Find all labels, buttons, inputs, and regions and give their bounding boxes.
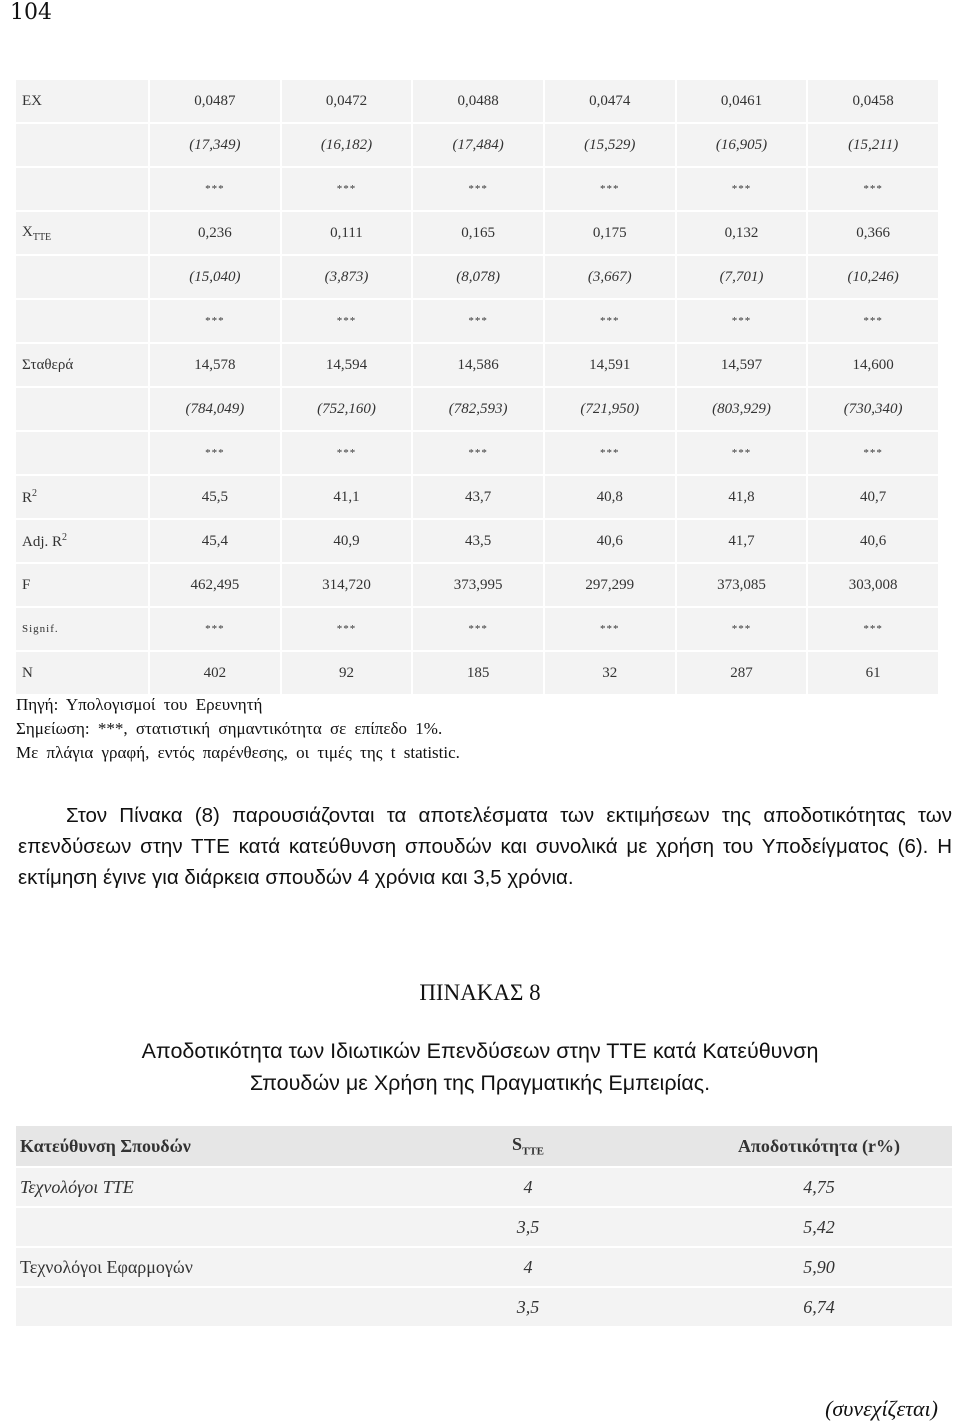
return-cell: 4,75 (686, 1167, 952, 1207)
table-row (16, 123, 939, 167)
value-cell: 297,299 (544, 563, 676, 607)
row-label (16, 123, 149, 167)
row-label (16, 211, 149, 255)
value-cell: 0,236 (149, 211, 281, 255)
return-cell: 5,90 (686, 1247, 952, 1287)
s-cell: 4 (370, 1247, 686, 1287)
table-row (16, 299, 939, 343)
value-cell: 14,594 (281, 343, 413, 387)
value-cell: 373,995 (412, 563, 544, 607)
value-cell: (7,701) (676, 255, 808, 299)
row-label-subscript: TTE (32, 231, 52, 243)
row-label-superscript: 2 (32, 487, 38, 499)
table-row (16, 167, 939, 211)
value-cell: *** (807, 299, 939, 343)
value-cell: 40,7 (807, 475, 939, 519)
returns-table (16, 1126, 952, 1328)
table-row (16, 1207, 952, 1247)
value-cell: (782,593) (412, 387, 544, 431)
row-label-text: Signif. (22, 623, 59, 635)
value-cell: 14,600 (807, 343, 939, 387)
value-cell: *** (544, 167, 676, 211)
value-cell: *** (281, 167, 413, 211)
value-cell: *** (544, 607, 676, 651)
table-row (16, 563, 939, 607)
header-s-text: S (511, 1134, 522, 1155)
return-cell: 6,74 (686, 1287, 952, 1327)
value-cell: 41,1 (281, 475, 413, 519)
value-cell: (3,667) (544, 255, 676, 299)
caption-line-1: Αποδοτικότητα των Ιδιωτικών Επενδύσεων στην ΤΤΕ κατά Κατεύθυνση (141, 1039, 819, 1063)
row-label (16, 255, 149, 299)
value-cell: 41,7 (676, 519, 808, 563)
table-row (16, 343, 939, 387)
value-cell: 0,366 (807, 211, 939, 255)
row-label-text: Adj. R (22, 533, 63, 550)
value-cell: 14,586 (412, 343, 544, 387)
value-cell: *** (676, 431, 808, 475)
value-cell: *** (281, 299, 413, 343)
row-label-text: R (22, 489, 33, 506)
value-cell: *** (412, 431, 544, 475)
value-cell: 185 (412, 651, 544, 694)
value-cell: 314,720 (281, 563, 413, 607)
value-cell: *** (807, 167, 939, 211)
value-cell: 0,0461 (676, 80, 808, 123)
value-cell: (15,040) (149, 255, 281, 299)
value-cell: 0,132 (676, 211, 808, 255)
header-direction: Κατεύθυνση Σπουδών (16, 1126, 370, 1167)
value-cell: *** (149, 299, 281, 343)
row-label (16, 607, 149, 651)
table-row (16, 651, 939, 694)
direction-cell: Τεχνολόγοι Εφαρμογών (16, 1247, 370, 1287)
row-label-text: Σταθερά (22, 356, 74, 373)
table-8-title: ΠΙΝΑΚΑΣ 8 (419, 980, 541, 1005)
value-cell: 32 (544, 651, 676, 694)
source-note: Πηγή: Υπολογισμοί του Ερευνητή (16, 695, 263, 714)
value-cell: 45,5 (149, 475, 281, 519)
row-label-text: N (22, 664, 33, 681)
direction-cell (16, 1287, 370, 1327)
value-cell: 0,0458 (807, 80, 939, 123)
significance-note: Σημείωση: ***, στατιστική σημαντικότητα σε επίπεδο 1%. (16, 719, 443, 738)
value-cell: 43,7 (412, 475, 544, 519)
value-cell: 45,4 (149, 519, 281, 563)
table-row (16, 1287, 952, 1327)
value-cell: *** (676, 167, 808, 211)
table-notes (16, 693, 460, 765)
table-row (16, 607, 939, 651)
value-cell: (15,529) (544, 123, 676, 167)
value-cell: (15,211) (807, 123, 939, 167)
value-cell: 43,5 (412, 519, 544, 563)
row-label-text: EX (22, 92, 42, 109)
header-return: Αποδοτικότητα (r%) (686, 1126, 952, 1167)
caption-line-2: Σπουδών με Χρήση της Πραγματικής Εμπειρίας. (249, 1071, 711, 1095)
table-8-caption (0, 1035, 960, 1099)
value-cell: 41,8 (676, 475, 808, 519)
table-row (16, 431, 939, 475)
value-cell: *** (149, 167, 281, 211)
table-row (16, 211, 939, 255)
row-label (16, 431, 149, 475)
value-cell: 0,165 (412, 211, 544, 255)
value-cell: *** (544, 299, 676, 343)
row-label-text: X (22, 223, 33, 240)
row-label (16, 475, 149, 519)
value-cell: (752,160) (281, 387, 413, 431)
table-row (16, 519, 939, 563)
value-cell: (10,246) (807, 255, 939, 299)
regression-results-table (16, 80, 940, 694)
table-row (16, 255, 939, 299)
value-cell: 373,085 (676, 563, 808, 607)
value-cell: *** (281, 431, 413, 475)
value-cell: 40,6 (807, 519, 939, 563)
s-cell: 4 (370, 1167, 686, 1207)
value-cell: (17,484) (412, 123, 544, 167)
row-label (16, 563, 149, 607)
row-label-superscript: 2 (62, 531, 68, 543)
value-cell: 92 (281, 651, 413, 694)
value-cell: (721,950) (544, 387, 676, 431)
value-cell: 14,591 (544, 343, 676, 387)
header-s-sub: TTE (522, 1145, 545, 1158)
table-row (16, 1167, 952, 1207)
value-cell: (730,340) (807, 387, 939, 431)
value-cell: 0,0487 (149, 80, 281, 123)
body-paragraph: Στον Πίνακα (8) παρουσιάζονται τα αποτελέσματα των εκτιμήσεων της αποδοτικότητας των επενδύσεων στην ΤΤΕ κατά κατεύθυνση σπουδών και συνολικά με χρήση του Υποδείγματος (6). Η εκτίμηση έγινε για διάρκεια σπουδών 4 χρόνια και 3,5 χρόνια. (18, 804, 952, 889)
value-cell: (8,078) (412, 255, 544, 299)
row-label (16, 343, 149, 387)
table-row (16, 1247, 952, 1287)
value-cell: (3,873) (281, 255, 413, 299)
value-cell: 0,111 (281, 211, 413, 255)
return-cell: 5,42 (686, 1207, 952, 1247)
value-cell: 0,175 (544, 211, 676, 255)
value-cell: 402 (149, 651, 281, 694)
value-cell: 0,0488 (412, 80, 544, 123)
value-cell: 40,8 (544, 475, 676, 519)
table-row (16, 475, 939, 519)
value-cell: 462,495 (149, 563, 281, 607)
row-label (16, 519, 149, 563)
value-cell: *** (544, 431, 676, 475)
direction-cell (16, 1207, 370, 1247)
table-row (16, 80, 939, 123)
value-cell: *** (676, 607, 808, 651)
value-cell: *** (676, 299, 808, 343)
value-cell: 303,008 (807, 563, 939, 607)
value-cell: *** (807, 431, 939, 475)
row-label (16, 387, 149, 431)
continued-note: (συνεχίζεται) (825, 1396, 938, 1421)
row-label-text: F (22, 576, 31, 593)
s-cell: 3,5 (370, 1287, 686, 1327)
header-s-tte (370, 1126, 686, 1167)
direction-cell: Τεχνολόγοι ΤΤΕ (16, 1167, 370, 1207)
value-cell: *** (412, 299, 544, 343)
value-cell: (16,182) (281, 123, 413, 167)
value-cell: *** (412, 167, 544, 211)
value-cell: 40,9 (281, 519, 413, 563)
table-row (16, 387, 939, 431)
value-cell: *** (149, 431, 281, 475)
value-cell: *** (281, 607, 413, 651)
s-cell: 3,5 (370, 1207, 686, 1247)
row-label (16, 167, 149, 211)
value-cell: 0,0474 (544, 80, 676, 123)
page-number: 104 (10, 0, 52, 25)
value-cell: (17,349) (149, 123, 281, 167)
value-cell: 287 (676, 651, 808, 694)
value-cell: *** (149, 607, 281, 651)
value-cell: 61 (807, 651, 939, 694)
returns-table-header (16, 1126, 952, 1167)
value-cell: *** (807, 607, 939, 651)
row-label (16, 651, 149, 694)
value-cell: (784,049) (149, 387, 281, 431)
value-cell: 0,0472 (281, 80, 413, 123)
value-cell: 14,597 (676, 343, 808, 387)
row-label (16, 299, 149, 343)
value-cell: (803,929) (676, 387, 808, 431)
value-cell: 14,578 (149, 343, 281, 387)
row-label (16, 80, 149, 123)
value-cell: (16,905) (676, 123, 808, 167)
value-cell: 40,6 (544, 519, 676, 563)
value-cell: *** (412, 607, 544, 651)
italics-note: Με πλάγια γραφή, εντός παρένθεσης, οι τιμές της t statistic. (16, 743, 460, 762)
